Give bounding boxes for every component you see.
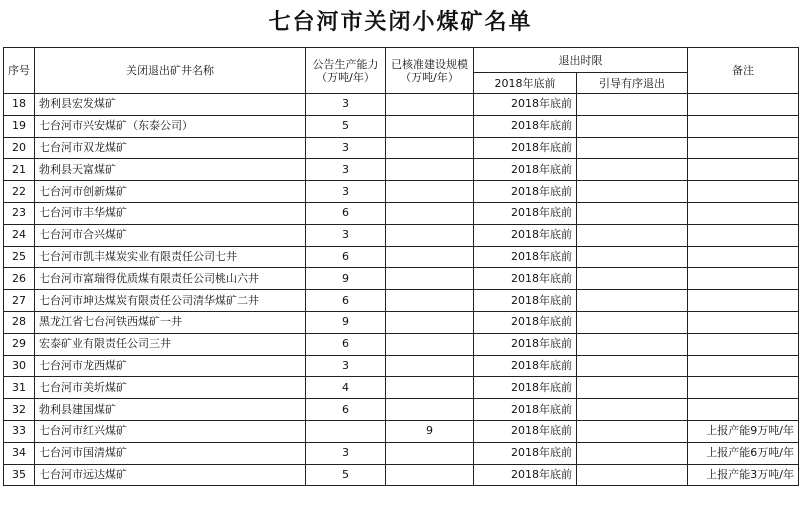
guide-cell	[577, 377, 688, 399]
remark-cell: 上报产能3万吨/年	[688, 464, 799, 486]
remark-cell	[688, 311, 799, 333]
guide-cell	[577, 442, 688, 464]
deadline-cell: 2018年底前	[474, 442, 577, 464]
seq-cell: 35	[4, 464, 35, 486]
table-row	[4, 442, 799, 464]
remark-cell: 上报产能9万吨/年	[688, 420, 799, 442]
approved-cell	[386, 115, 474, 137]
deadline-cell: 2018年底前	[474, 159, 577, 181]
seq-cell: 30	[4, 355, 35, 377]
deadline-cell: 2018年底前	[474, 268, 577, 290]
header-guide: 引导有序退出	[577, 73, 688, 94]
approved-cell	[386, 377, 474, 399]
deadline-cell: 2018年底前	[474, 246, 577, 268]
header-2018: 2018年底前	[474, 73, 577, 94]
name-cell: 宏泰矿业有限责任公司三井	[35, 333, 306, 355]
approved-cell	[386, 224, 474, 246]
table-row	[4, 355, 799, 377]
name-cell: 勃利县宏发煤矿	[35, 94, 306, 116]
guide-cell	[577, 202, 688, 224]
capacity-cell: 5	[306, 115, 386, 137]
table-row	[4, 181, 799, 203]
name-cell: 七台河市坤达煤炭有限责任公司清华煤矿二井	[35, 290, 306, 312]
name-cell: 七台河市富瑞得优质煤有限责任公司桃山六井	[35, 268, 306, 290]
deadline-cell: 2018年底前	[474, 333, 577, 355]
deadline-cell: 2018年底前	[474, 115, 577, 137]
table-row	[4, 268, 799, 290]
header-remark: 备注	[688, 48, 799, 94]
approved-cell	[386, 290, 474, 312]
table-row	[4, 333, 799, 355]
remark-cell	[688, 94, 799, 116]
approved-cell	[386, 137, 474, 159]
remark-cell	[688, 355, 799, 377]
table-row	[4, 137, 799, 159]
guide-cell	[577, 420, 688, 442]
approved-cell	[386, 94, 474, 116]
table-row	[4, 311, 799, 333]
header-approved	[386, 48, 474, 94]
capacity-cell: 3	[306, 442, 386, 464]
name-cell: 七台河市合兴煤矿	[35, 224, 306, 246]
guide-cell	[577, 399, 688, 421]
capacity-cell	[306, 420, 386, 442]
name-cell: 七台河市创新煤矿	[35, 181, 306, 203]
table-row	[4, 202, 799, 224]
guide-cell	[577, 333, 688, 355]
seq-cell: 24	[4, 224, 35, 246]
header-name: 关闭退出矿井名称	[35, 48, 306, 94]
seq-cell: 28	[4, 311, 35, 333]
name-cell: 七台河市凯丰煤炭实业有限责任公司七井	[35, 246, 306, 268]
name-cell: 七台河市双龙煤矿	[35, 137, 306, 159]
deadline-cell: 2018年底前	[474, 94, 577, 116]
seq-cell: 26	[4, 268, 35, 290]
table-row	[4, 290, 799, 312]
seq-cell: 21	[4, 159, 35, 181]
deadline-cell: 2018年底前	[474, 420, 577, 442]
capacity-cell: 6	[306, 202, 386, 224]
remark-cell	[688, 137, 799, 159]
guide-cell	[577, 464, 688, 486]
deadline-cell: 2018年底前	[474, 202, 577, 224]
guide-cell	[577, 159, 688, 181]
name-cell: 七台河市红兴煤矿	[35, 420, 306, 442]
approved-cell	[386, 464, 474, 486]
guide-cell	[577, 311, 688, 333]
header-exit-time: 退出时限	[474, 48, 688, 73]
guide-cell	[577, 246, 688, 268]
remark-cell	[688, 333, 799, 355]
header-seq: 序号	[4, 48, 35, 94]
table-row	[4, 246, 799, 268]
remark-cell	[688, 399, 799, 421]
capacity-cell: 3	[306, 137, 386, 159]
capacity-cell: 3	[306, 94, 386, 116]
capacity-cell: 6	[306, 333, 386, 355]
table-row	[4, 224, 799, 246]
name-cell: 七台河市国清煤矿	[35, 442, 306, 464]
table-body	[4, 94, 799, 486]
seq-cell: 18	[4, 94, 35, 116]
approved-cell	[386, 246, 474, 268]
seq-cell: 31	[4, 377, 35, 399]
deadline-cell: 2018年底前	[474, 137, 577, 159]
remark-cell	[688, 224, 799, 246]
remark-cell	[688, 202, 799, 224]
capacity-cell: 6	[306, 246, 386, 268]
capacity-cell: 3	[306, 159, 386, 181]
approved-cell: 9	[386, 420, 474, 442]
seq-cell: 23	[4, 202, 35, 224]
name-cell: 七台河市美圻煤矿	[35, 377, 306, 399]
seq-cell: 33	[4, 420, 35, 442]
deadline-cell: 2018年底前	[474, 355, 577, 377]
capacity-cell: 3	[306, 355, 386, 377]
name-cell: 黑龙江省七台河铁西煤矿一井	[35, 311, 306, 333]
deadline-cell: 2018年底前	[474, 464, 577, 486]
capacity-cell: 3	[306, 181, 386, 203]
seq-cell: 27	[4, 290, 35, 312]
seq-cell: 32	[4, 399, 35, 421]
remark-cell	[688, 290, 799, 312]
guide-cell	[577, 290, 688, 312]
deadline-cell: 2018年底前	[474, 181, 577, 203]
name-cell: 七台河市兴安煤矿（东泰公司）	[35, 115, 306, 137]
seq-cell: 29	[4, 333, 35, 355]
approved-cell	[386, 268, 474, 290]
remark-cell	[688, 377, 799, 399]
approved-cell	[386, 399, 474, 421]
guide-cell	[577, 137, 688, 159]
table-row	[4, 94, 799, 116]
approved-cell	[386, 181, 474, 203]
table-row	[4, 159, 799, 181]
name-cell: 勃利县建国煤矿	[35, 399, 306, 421]
header-approved-text: 已核准建设规模 （万吨/年）	[391, 57, 468, 84]
name-cell: 七台河市丰华煤矿	[35, 202, 306, 224]
guide-cell	[577, 355, 688, 377]
capacity-cell: 5	[306, 464, 386, 486]
deadline-cell: 2018年底前	[474, 290, 577, 312]
table-row	[4, 464, 799, 486]
page-title: 七台河市关闭小煤矿名单	[268, 9, 533, 35]
capacity-cell: 3	[306, 224, 386, 246]
capacity-cell: 6	[306, 399, 386, 421]
remark-cell	[688, 159, 799, 181]
guide-cell	[577, 115, 688, 137]
seq-cell: 25	[4, 246, 35, 268]
remark-cell	[688, 246, 799, 268]
deadline-cell: 2018年底前	[474, 399, 577, 421]
deadline-cell: 2018年底前	[474, 224, 577, 246]
seq-cell: 19	[4, 115, 35, 137]
approved-cell	[386, 442, 474, 464]
guide-cell	[577, 94, 688, 116]
guide-cell	[577, 181, 688, 203]
capacity-cell: 9	[306, 311, 386, 333]
table-row	[4, 377, 799, 399]
seq-cell: 20	[4, 137, 35, 159]
capacity-cell: 9	[306, 268, 386, 290]
guide-cell	[577, 224, 688, 246]
coal-mine-table	[3, 47, 799, 486]
approved-cell	[386, 159, 474, 181]
remark-cell: 上报产能6万吨/年	[688, 442, 799, 464]
approved-cell	[386, 202, 474, 224]
approved-cell	[386, 333, 474, 355]
table-row	[4, 115, 799, 137]
remark-cell	[688, 181, 799, 203]
capacity-cell: 6	[306, 290, 386, 312]
guide-cell	[577, 268, 688, 290]
header-capacity-text: 公告生产能力 （万吨/年）	[312, 57, 379, 84]
approved-cell	[386, 311, 474, 333]
table-row	[4, 420, 799, 442]
name-cell: 七台河市龙西煤矿	[35, 355, 306, 377]
header-capacity	[306, 48, 386, 94]
table-row	[4, 399, 799, 421]
remark-cell	[688, 115, 799, 137]
capacity-cell: 4	[306, 377, 386, 399]
seq-cell: 22	[4, 181, 35, 203]
name-cell: 七台河市远达煤矿	[35, 464, 306, 486]
remark-cell	[688, 268, 799, 290]
seq-cell: 34	[4, 442, 35, 464]
deadline-cell: 2018年底前	[474, 377, 577, 399]
name-cell: 勃利县天富煤矿	[35, 159, 306, 181]
deadline-cell: 2018年底前	[474, 311, 577, 333]
approved-cell	[386, 355, 474, 377]
